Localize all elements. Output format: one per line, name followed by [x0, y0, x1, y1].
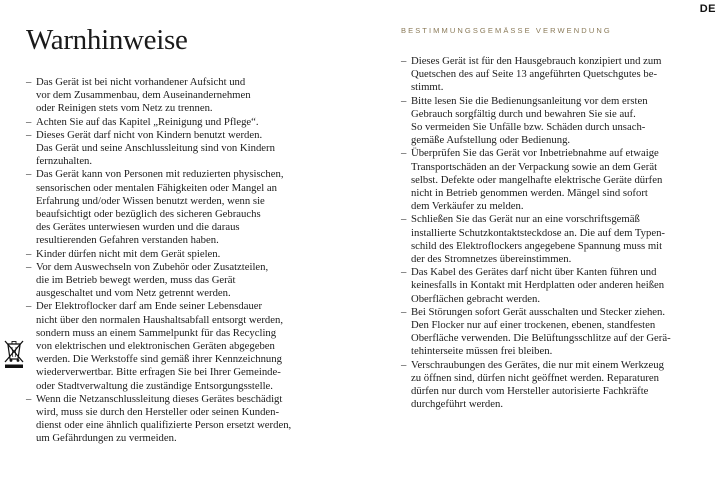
section-header: BESTIMMUNGSGEMÄSSE VERWENDUNG: [401, 26, 612, 35]
list-item-line: Oberfläche verwenden. Die Belüftungsschlitze auf der Gerä-: [411, 332, 671, 345]
list-item-line: von elektrischen und elektronischen Geräten abgegeben: [36, 340, 275, 353]
list-dash: –: [26, 168, 32, 181]
list-item-line: Gebrauch sorgfältig durch und bewahren Sie sie auf.: [411, 107, 636, 120]
list-item-line: werden. Die Werkstoffe sind gemäß ihrer Kennzeichnung: [36, 353, 282, 366]
list-item-line: Kinder dürfen nicht mit dem Gerät spielen.: [36, 247, 221, 260]
list-item: [26, 76, 316, 116]
list-dash: –: [401, 147, 407, 160]
list-item-line: Den Flocker nur auf einer trockenen, ebenen, standfesten: [411, 319, 656, 332]
list-item-line: resultierenden Gefahren verstanden haben.: [36, 234, 219, 247]
list-item-line: oder Stadtverwaltung die zuständige Entsorgungsstelle.: [36, 379, 273, 392]
list-item-line: So vermeiden Sie Unfälle bzw. Schäden durch unsach-: [411, 121, 646, 134]
list-item: [401, 359, 693, 412]
list-item-line: Bei Störungen sofort Gerät ausschalten und Stecker ziehen.: [411, 305, 666, 318]
list-item-line: dürfen nur durch vom Hersteller autorisierte Fachkräfte: [411, 385, 649, 398]
list-item-line: nicht in Betrieb genommen werden. Mängel sind sofort: [411, 187, 648, 200]
list-item-line: wird, muss sie durch den Hersteller oder seinen Kunden-: [36, 406, 280, 419]
list-dash: –: [26, 128, 32, 141]
list-item-line: des Gerätes unterwiesen wurden und die daraus: [36, 221, 240, 234]
list-item-line: dem Verkäufer zu melden.: [411, 200, 524, 213]
list-item-line: durchgeführt werden.: [411, 398, 503, 411]
list-item-line: vor dem Zusammenbau, dem Auseinandernehmen: [36, 89, 251, 102]
list-item-line: Das Gerät kann von Personen mit reduzierten physischen,: [36, 168, 284, 181]
list-item-line: beaufsichtigt oder bezüglich des sicheren Gebrauchs: [36, 208, 261, 221]
list-item-line: Erfahrung und/oder Wissen benutzt werden, wenn sie: [36, 194, 265, 207]
list-item-line: Überprüfen Sie das Gerät vor Inbetriebnahme auf etwaige: [411, 147, 659, 160]
list-dash: –: [26, 300, 32, 313]
crossed-out-wheeled-bin-icon: [3, 339, 25, 369]
list-dash: –: [26, 115, 32, 128]
list-item-line: die im Betrieb bewegt werden, muss das Gerät: [36, 274, 236, 287]
list-item: [401, 266, 693, 306]
list-item: [26, 129, 316, 169]
list-dash: –: [26, 260, 32, 273]
list-item: [401, 213, 693, 266]
list-item-line: Wenn die Netzanschlussleitung dieses Gerätes beschädigt: [36, 392, 283, 405]
list-item-line: gemäße Aufstellung oder Bedienung.: [411, 134, 571, 147]
list-dash: –: [26, 76, 32, 88]
list-dash: –: [401, 266, 407, 279]
list-item: [26, 300, 316, 392]
list-item-line: Bitte lesen Sie die Bedienungsanleitung vor dem ersten: [411, 94, 648, 107]
list-item-line: fernzuhalten.: [36, 155, 93, 168]
list-item-line: Transportschäden an der Verpackung sowie an dem Gerät: [411, 160, 658, 173]
list-item-line: installierte Schutzkontaktsteckdose an. Die auf dem Typen-: [411, 226, 665, 239]
list-item-line: der des Stromnetzes übereinstimmen.: [411, 253, 572, 266]
list-dash: –: [401, 213, 407, 226]
list-item-line: stimmt.: [411, 81, 444, 94]
list-item: [26, 248, 316, 261]
list-item-line: sondern muss an einem Sammelpunkt für das Recycling: [36, 326, 277, 339]
language-label: DE: [699, 3, 716, 15]
intended-use-list: [401, 55, 693, 411]
list-dash: –: [26, 392, 32, 405]
list-item-line: Achten Sie auf das Kapitel „Reinigung und Pflege“.: [36, 115, 259, 128]
list-item: [401, 55, 693, 95]
list-item-line: wiederverwertbar. Bitte erfragen Sie bei Ihrer Gemeinde-: [36, 366, 281, 379]
list-item-line: Das Kabel des Gerätes darf nicht über Kanten führen und: [411, 266, 657, 279]
list-item-line: selbst. Defekte oder mangelhafte elektrische Geräte dürfen: [411, 173, 663, 186]
list-dash: –: [401, 55, 407, 67]
list-item: [26, 261, 316, 301]
list-item-line: dienst oder eine ähnlich qualifizierte Person ersetzt werden,: [36, 419, 292, 432]
list-item-line: schild des Elektroflockers angegebene Spannung muss mit: [411, 239, 663, 252]
list-item: [401, 147, 693, 213]
list-item: [26, 168, 316, 247]
list-dash: –: [401, 305, 407, 318]
list-item-line: Verschraubungen des Gerätes, die nur mit einem Werkzeug: [411, 358, 664, 371]
list-item-line: Dieses Gerät ist für den Hausgebrauch konzipiert und zum: [411, 55, 662, 67]
list-item-line: Der Elektroflocker darf am Ende seiner Lebensdauer: [36, 300, 263, 313]
list-item-line: Oberflächen gebracht werden.: [411, 292, 541, 305]
list-item: [401, 306, 693, 359]
list-item-line: um Gefährdungen zu vermeiden.: [36, 432, 177, 445]
list-item-line: Quetschen des auf Seite 13 angeführten Quetschgutes be-: [411, 68, 658, 81]
list-item: [26, 393, 316, 446]
warning-list: [26, 76, 316, 446]
page-title: Warnhinweise: [26, 24, 188, 56]
list-item-line: Das Gerät und seine Anschlussleitung sind von Kindern: [36, 142, 275, 155]
list-item-line: sensorischen oder mentalen Fähigkeiten oder Mangel an: [36, 181, 277, 194]
list-item-line: Schließen Sie das Gerät nur an eine vorschriftsgemäß: [411, 213, 640, 226]
list-dash: –: [401, 358, 407, 371]
list-item-line: Vor dem Auswechseln von Zubehör oder Zusatzteilen,: [36, 260, 269, 273]
list-dash: –: [26, 247, 32, 260]
list-item-line: oder Reinigen stets vom Netz zu trennen.: [36, 102, 213, 115]
list-item: [401, 95, 693, 148]
list-item-line: Das Gerät ist bei nicht vorhandener Aufsicht und: [36, 76, 246, 88]
list-dash: –: [401, 94, 407, 107]
list-item: [26, 116, 316, 129]
list-item-line: tehinterseite müssen frei bleiben.: [411, 345, 553, 358]
list-item-line: nicht über den normalen Haushaltsabfall entsorgt werden,: [36, 313, 284, 326]
list-item-line: keinesfalls in Kontakt mit Herdplatten oder anderen heißen: [411, 279, 665, 292]
list-item-line: zu öffnen sind, dürfen nicht geöffnet werden. Reparaturen: [411, 371, 659, 384]
list-item-line: ausgeschaltet und vom Netz getrennt werden.: [36, 287, 231, 300]
list-item-line: Dieses Gerät darf nicht von Kindern benutzt werden.: [36, 128, 263, 141]
